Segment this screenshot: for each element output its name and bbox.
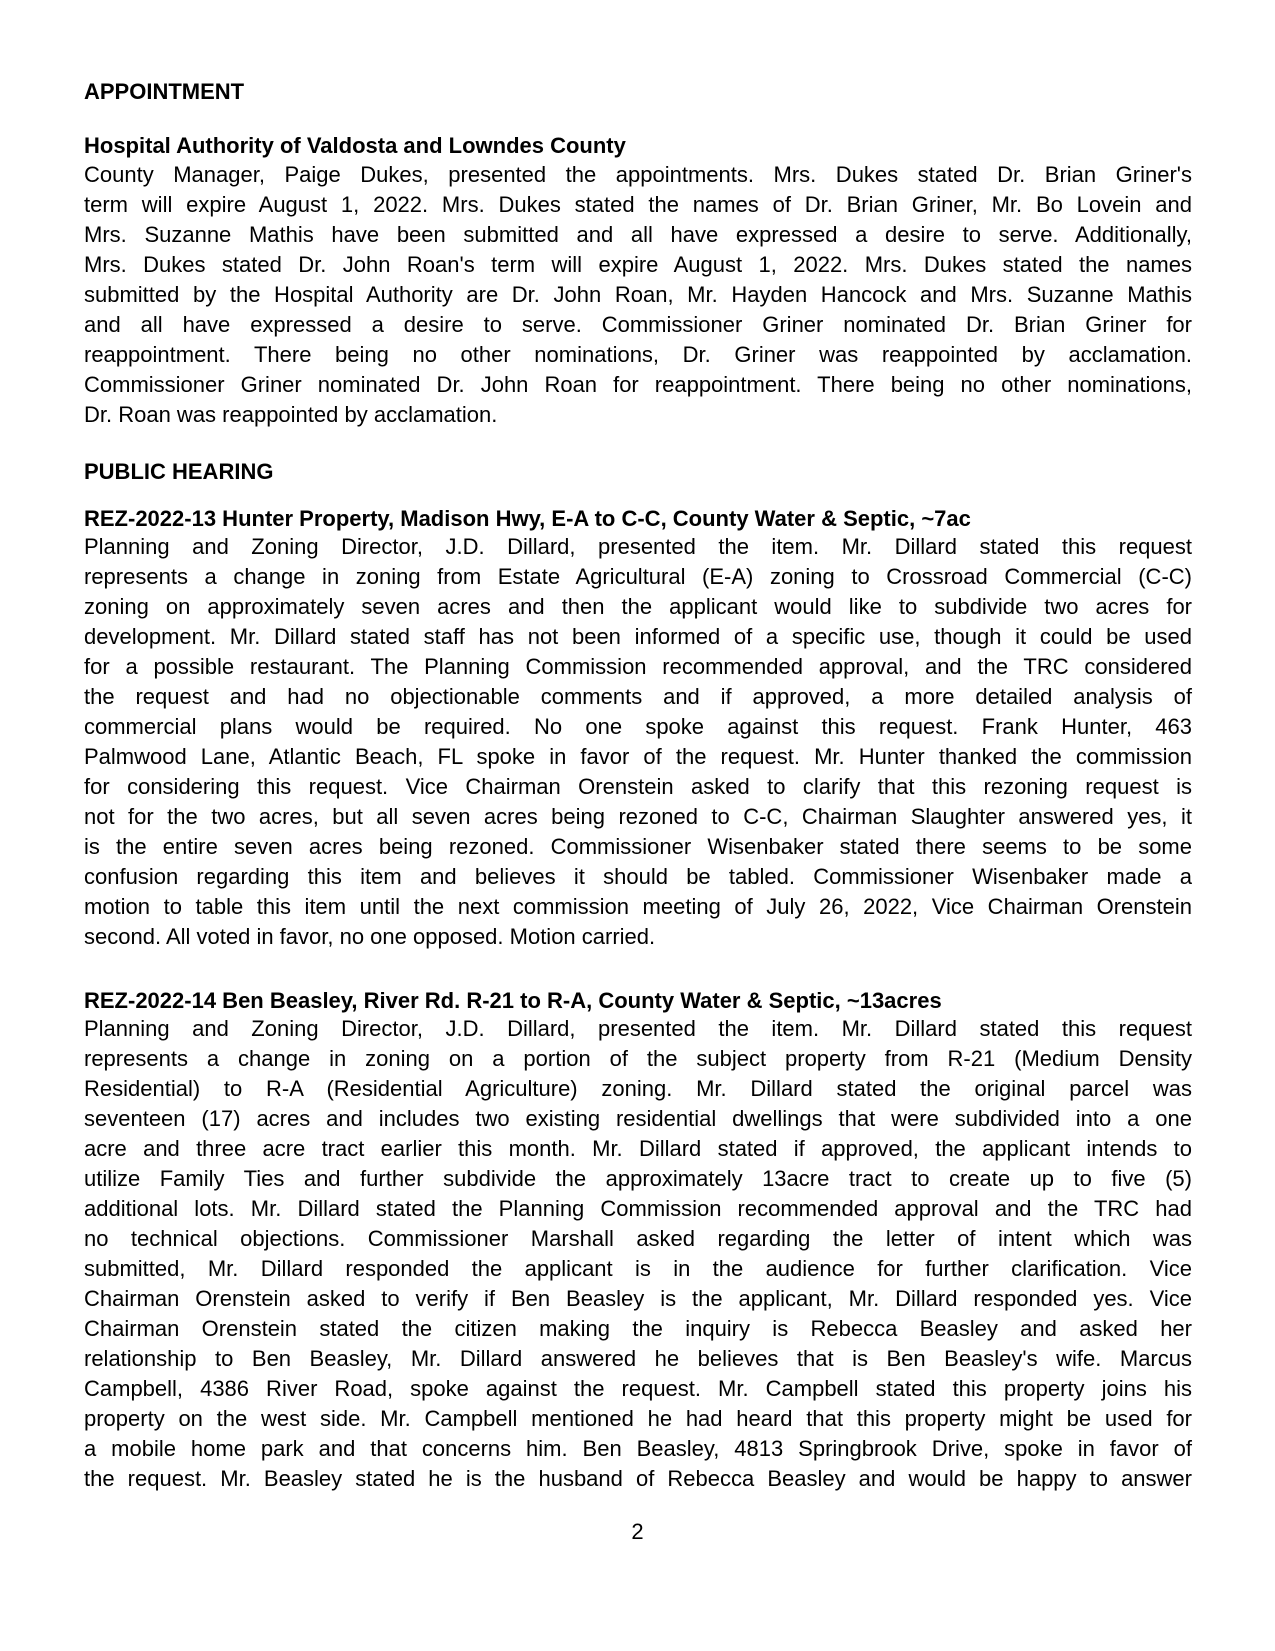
rez-2022-14-paragraph [84,1014,1192,1494]
paragraph-line: term will expire August 1, 2022. Mrs. Dukes stated the names of Dr. Brian Griner, Mr. Bo Lovein and [84,192,1192,217]
paragraph-line: seventeen (17) acres and includes two existing residential dwellings that were subdivided into a one [84,1106,1192,1131]
paragraph-line: represents a change in zoning on a portion of the subject property from R-21 (Medium Density [84,1046,1192,1071]
paragraph-line: Planning and Zoning Director, J.D. Dillard, presented the item. Mr. Dillard stated this request [84,534,1192,559]
rez-2022-13-title: REZ-2022-13 Hunter Property, Madison Hwy, E-A to C-C, County Water & Septic, ~7ac [84,506,971,531]
appointment-paragraph [84,160,1192,430]
paragraph-line: for a possible restaurant. The Planning Commission recommended approval, and the TRC considered [84,654,1192,679]
paragraph-line: confusion regarding this item and believes it should be tabled. Commissioner Wisenbaker made a [84,864,1192,889]
paragraph-line: Palmwood Lane, Atlantic Beach, FL spoke in favor of the request. Mr. Hunter thanked the commission [84,744,1192,769]
paragraph-line: represents a change in zoning from Estate Agricultural (E-A) zoning to Crossroad Commercial (C-C) [84,564,1192,589]
paragraph-line: and all have expressed a desire to serve. Commissioner Griner nominated Dr. Brian Griner for [84,312,1192,337]
paragraph-line: motion to table this item until the next commission meeting of July 26, 2022, Vice Chairman Orenstein [84,894,1192,919]
paragraph-line: acre and three acre tract earlier this month. Mr. Dillard stated if approved, the applicant intends to [84,1136,1192,1161]
paragraph-line: the request and had no objectionable comments and if approved, a more detailed analysis of [84,684,1192,709]
paragraph-line: relationship to Ben Beasley, Mr. Dillard answered he believes that is Ben Beasley's wife. Marcus [84,1346,1192,1371]
public-hearing-heading: PUBLIC HEARING [84,459,274,484]
paragraph-line: zoning on approximately seven acres and then the applicant would like to subdivide two acres for [84,594,1192,619]
paragraph-line: Chairman Orenstein asked to verify if Ben Beasley is the applicant, Mr. Dillard responded yes. Vice [84,1286,1192,1311]
paragraph-line: a mobile home park and that concerns him. Ben Beasley, 4813 Springbrook Drive, spoke in favor of [84,1436,1192,1461]
paragraph-line: submitted, Mr. Dillard responded the applicant is in the audience for further clarification. Vice [84,1256,1192,1281]
page-number: 2 [631,1519,644,1544]
rez-2022-14-title: REZ-2022-14 Ben Beasley, River Rd. R-21 to R-A, County Water & Septic, ~13acres [84,988,942,1013]
paragraph-line: Campbell, 4386 River Road, spoke against the request. Mr. Campbell stated this property joins his [84,1376,1192,1401]
paragraph-line: Dr. Roan was reappointed by acclamation. [84,402,498,427]
paragraph-line: Planning and Zoning Director, J.D. Dillard, presented the item. Mr. Dillard stated this request [84,1016,1192,1041]
hospital-authority-title: Hospital Authority of Valdosta and Lowndes County [84,133,626,158]
paragraph-line: Chairman Orenstein stated the citizen making the inquiry is Rebecca Beasley and asked her [84,1316,1192,1341]
paragraph-line: additional lots. Mr. Dillard stated the Planning Commission recommended approval and the TRC had [84,1196,1192,1221]
rez-2022-13-paragraph [84,532,1192,952]
paragraph-line: submitted by the Hospital Authority are Dr. John Roan, Mr. Hayden Hancock and Mrs. Suzanne Mathis [84,282,1192,307]
paragraph-line: reappointment. There being no other nominations, Dr. Griner was reappointed by acclamation. [84,342,1192,367]
paragraph-line: Residential) to R-A (Residential Agriculture) zoning. Mr. Dillard stated the original parcel was [84,1076,1192,1101]
paragraph-line: not for the two acres, but all seven acres being rezoned to C-C, Chairman Slaughter answered yes, it [84,804,1192,829]
paragraph-line: property on the west side. Mr. Campbell mentioned he had heard that this property might be used for [84,1406,1192,1431]
paragraph-line: County Manager, Paige Dukes, presented the appointments. Mrs. Dukes stated Dr. Brian Griner's [84,162,1192,187]
paragraph-line: no technical objections. Commissioner Marshall asked regarding the letter of intent which was [84,1226,1192,1251]
paragraph-line: Mrs. Suzanne Mathis have been submitted and all have expressed a desire to serve. Additionally, [84,222,1192,247]
paragraph-line: development. Mr. Dillard stated staff has not been informed of a specific use, though it could be used [84,624,1192,649]
paragraph-line: is the entire seven acres being rezoned. Commissioner Wisenbaker stated there seems to be some [84,834,1192,859]
paragraph-line: Mrs. Dukes stated Dr. John Roan's term will expire August 1, 2022. Mrs. Dukes stated the names [84,252,1192,277]
paragraph-line: commercial plans would be required. No one spoke against this request. Frank Hunter, 463 [84,714,1192,739]
appointment-heading: APPOINTMENT [84,79,245,104]
paragraph-line: Commissioner Griner nominated Dr. John Roan for reappointment. There being no other nominations, [84,372,1192,397]
paragraph-line: for considering this request. Vice Chairman Orenstein asked to clarify that this rezoning request is [84,774,1192,799]
paragraph-line: second. All voted in favor, no one opposed. Motion carried. [84,924,656,949]
paragraph-line: utilize Family Ties and further subdivide the approximately 13acre tract to create up to five (5) [84,1166,1192,1191]
paragraph-line: the request. Mr. Beasley stated he is the husband of Rebecca Beasley and would be happy to answer [84,1466,1192,1491]
